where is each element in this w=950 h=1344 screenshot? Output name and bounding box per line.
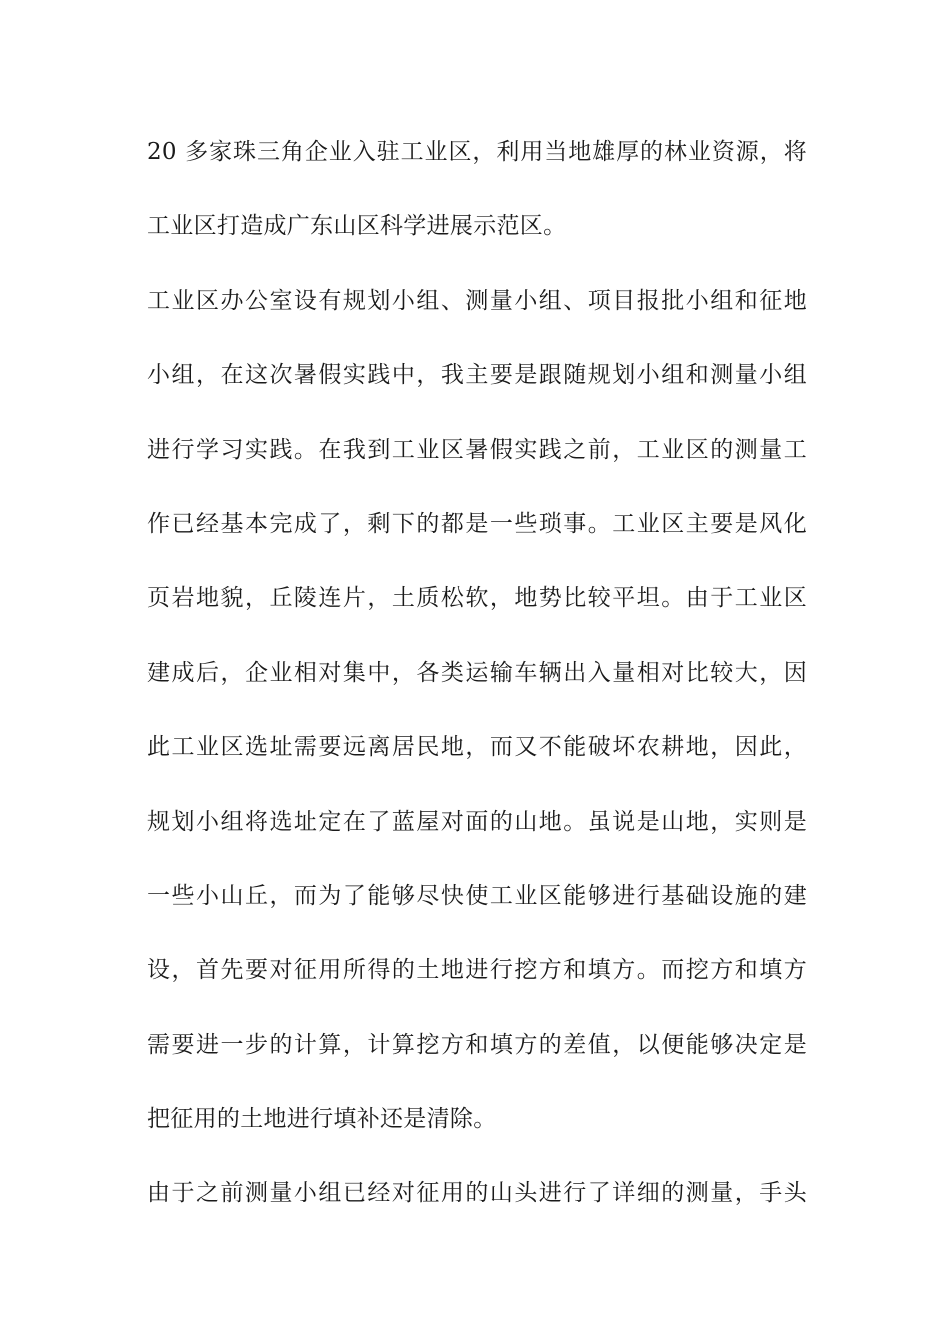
text-line: 工业区打造成广东山区科学进展示范区。: [147, 213, 567, 240]
text-line: 需要进一步的计算，计算挖方和填方的差值，以便能够决定是: [147, 1031, 807, 1058]
text-line: 进行学习实践。在我到工业区暑假实践之前，工业区的测量工: [147, 436, 807, 463]
text-line: 作已经基本完成了，剩下的都是一些琐事。工业区主要是风化: [147, 510, 807, 537]
text-line: 一些小山丘，而为了能够尽快使工业区能够进行基础设施的建: [147, 882, 807, 909]
text-line: 规划小组将选址定在了蓝屋对面的山地。虽说是山地，实则是: [147, 808, 807, 835]
text-line: 设，首先要对征用所得的土地进行挖方和填方。而挖方和填方: [147, 957, 807, 984]
text-line: 由于之前测量小组已经对征用的山头进行了详细的测量，手头: [147, 1180, 807, 1207]
body-text: [147, 128, 807, 1244]
text-line: 建成后，企业相对集中，各类运输车辆出入量相对比较大，因: [147, 659, 807, 686]
text-line: 页岩地貌，丘陵连片，土质松软，地势比较平坦。由于工业区: [147, 585, 807, 612]
text-line: 把征用的土地进行填补还是清除。: [147, 1106, 497, 1133]
text-line: 小组，在这次暑假实践中，我主要是跟随规划小组和测量小组: [147, 362, 807, 389]
text-line: 此工业区选址需要远离居民地，而又不能破坏农耕地，因此，: [147, 734, 807, 761]
text-line: 20 多家珠三角企业入驻工业区，利用当地雄厚的林业资源，将: [147, 139, 807, 165]
text-line: 工业区办公室设有规划小组、测量小组、项目报批小组和征地: [147, 287, 807, 314]
